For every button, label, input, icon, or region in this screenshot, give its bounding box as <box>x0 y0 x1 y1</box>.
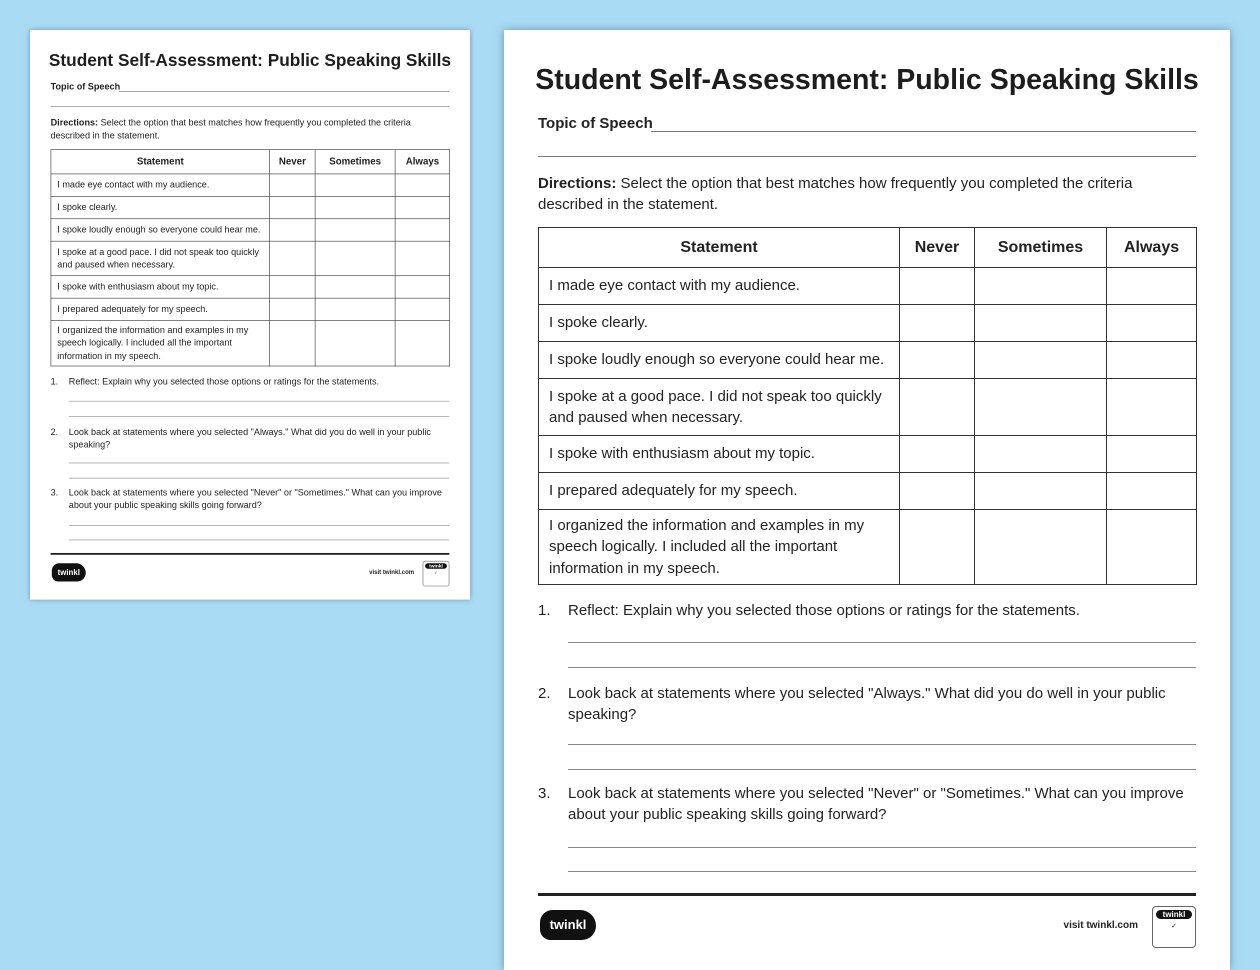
table-row <box>51 298 450 320</box>
sometimes-cell <box>315 276 395 298</box>
always-cell <box>1107 510 1197 585</box>
topic-label: Topic of Speech <box>538 115 653 132</box>
answer-line <box>568 847 1196 848</box>
always-cell <box>1107 379 1197 436</box>
never-cell <box>900 510 975 585</box>
always-cell <box>1107 268 1197 305</box>
table-row <box>539 342 1197 379</box>
question-text: Look back at statements where you selected "Never" or "Sometimes." What can you improve about your public speaking skills going forward? <box>68 487 442 511</box>
always-cell <box>1107 305 1197 342</box>
answer-line <box>69 416 450 417</box>
statement-cell: I spoke loudly enough so everyone could hear me. <box>539 342 900 379</box>
never-cell <box>270 241 315 276</box>
header-statement: Statement <box>51 150 270 174</box>
answer-line <box>69 463 450 464</box>
footer-divider <box>538 893 1196 896</box>
twinkl-logo: twinkl <box>540 910 596 940</box>
directions-label: Directions: <box>538 175 617 192</box>
answer-line <box>568 744 1196 745</box>
visit-link: visit twinkl.com <box>1063 920 1138 931</box>
assessment-table <box>51 149 450 366</box>
statement-cell: I organized the information and examples in my speech logically. I included all the important information in my speech. <box>539 510 900 585</box>
question-number: 1. <box>50 376 59 387</box>
visit-link: visit twinkl.com <box>369 569 415 577</box>
topic-label: Topic of Speech <box>50 81 121 92</box>
header-always: Always <box>395 150 449 174</box>
table-row <box>539 436 1197 473</box>
statement-cell: I spoke with enthusiasm about my topic. <box>51 276 270 298</box>
statement-cell: I organized the information and examples in my speech logically. I included all the important information in my speech. <box>51 321 270 366</box>
question-1 <box>538 600 1196 621</box>
topic-write-line-2 <box>51 106 450 107</box>
badge-label: twinkl <box>1156 910 1192 919</box>
worksheet-title: Student Self-Assessment: Public Speaking Skills <box>535 64 1199 96</box>
worksheet-preview-small <box>30 30 470 600</box>
answer-line <box>568 642 1196 643</box>
never-cell <box>900 473 975 510</box>
never-cell <box>270 276 315 298</box>
question-text: Look back at statements where you selected "Never" or "Sometimes." What can you improve about your public speaking skills going forward? <box>568 785 1184 823</box>
never-cell <box>270 174 315 196</box>
table-row <box>51 196 450 218</box>
question-3 <box>51 486 450 511</box>
question-number: 3. <box>538 785 551 802</box>
twinkl-logo: twinkl <box>52 563 86 581</box>
always-cell <box>395 196 449 218</box>
statement-cell: I spoke loudly enough so everyone could hear me. <box>51 219 270 241</box>
table-row <box>51 276 450 298</box>
table-row <box>51 241 450 276</box>
statement-cell: I spoke clearly. <box>539 305 900 342</box>
always-cell <box>395 276 449 298</box>
worksheet-preview-large <box>504 30 1230 970</box>
question-number: 2. <box>50 426 59 438</box>
statement-cell: I made eye contact with my audience. <box>51 174 270 196</box>
statement-cell: I made eye contact with my audience. <box>539 268 900 305</box>
never-cell <box>270 219 315 241</box>
never-cell <box>270 298 315 320</box>
never-cell <box>270 321 315 366</box>
directions-label: Directions: <box>50 117 99 129</box>
question-text: Look back at statements where you selected "Always." What did you do well in your public speaking? <box>568 685 1166 723</box>
answer-line <box>69 478 450 479</box>
table-row <box>539 379 1197 436</box>
worksheet-title: Student Self-Assessment: Public Speaking Skills <box>48 50 452 70</box>
always-cell <box>395 321 449 366</box>
sometimes-cell <box>315 219 395 241</box>
sometimes-cell <box>315 241 395 276</box>
question-2 <box>51 426 450 451</box>
directions-text: Select the option that best matches how frequently you completed the criteria described in the statement. <box>538 175 1133 213</box>
never-cell <box>900 305 975 342</box>
table-row <box>539 268 1197 305</box>
never-cell <box>900 342 975 379</box>
never-cell <box>900 268 975 305</box>
never-cell <box>900 379 975 436</box>
assessment-table <box>538 227 1197 585</box>
always-cell <box>1107 436 1197 473</box>
sometimes-cell <box>974 268 1106 305</box>
question-number: 1. <box>538 602 551 619</box>
statement-cell: I spoke clearly. <box>51 196 270 218</box>
question-1 <box>51 375 450 388</box>
sometimes-cell <box>974 305 1106 342</box>
quality-badge-icon: twinkl ✓ <box>423 561 450 586</box>
question-number: 3. <box>50 487 59 498</box>
header-never: Never <box>270 150 315 174</box>
answer-line <box>568 871 1196 872</box>
badge-label: twinkl <box>425 563 447 568</box>
topic-write-line <box>651 131 1196 132</box>
answer-line <box>69 401 450 402</box>
sometimes-cell <box>315 196 395 218</box>
directions <box>51 117 446 142</box>
table-row <box>539 305 1197 342</box>
sometimes-cell <box>974 436 1106 473</box>
quality-badge-icon: twinkl ✓ <box>1152 906 1196 948</box>
question-text: Look back at statements where you selected "Always." What did you do well in your public speaking? <box>68 426 431 450</box>
sometimes-cell <box>315 321 395 366</box>
question-2 <box>538 683 1196 725</box>
question-3 <box>538 783 1196 825</box>
table-header <box>539 228 1197 268</box>
always-cell <box>1107 473 1197 510</box>
statement-cell: I prepared adequately for my speech. <box>51 298 270 320</box>
topic-write-line <box>119 91 449 92</box>
table-row <box>51 321 450 366</box>
question-text: Reflect: Explain why you selected those options or ratings for the statements. <box>568 602 1080 619</box>
header-sometimes: Sometimes <box>315 150 395 174</box>
header-sometimes: Sometimes <box>974 228 1106 268</box>
header-statement: Statement <box>539 228 900 268</box>
sometimes-cell <box>315 298 395 320</box>
statement-cell: I spoke at a good pace. I did not speak too quickly and paused when necessary. <box>51 241 270 276</box>
always-cell <box>395 174 449 196</box>
table-row <box>51 219 450 241</box>
never-cell <box>270 196 315 218</box>
statement-cell: I spoke with enthusiasm about my topic. <box>539 436 900 473</box>
sometimes-cell <box>974 342 1106 379</box>
footer-divider <box>51 553 450 555</box>
always-cell <box>395 241 449 276</box>
sometimes-cell <box>974 510 1106 585</box>
table-header <box>51 150 450 174</box>
always-cell <box>1107 342 1197 379</box>
always-cell <box>395 298 449 320</box>
always-cell <box>395 219 449 241</box>
table-row <box>539 510 1197 585</box>
answer-line <box>69 540 450 541</box>
answer-line <box>69 525 450 526</box>
topic-write-line-2 <box>538 156 1196 157</box>
header-always: Always <box>1107 228 1197 268</box>
statement-cell: I prepared adequately for my speech. <box>539 473 900 510</box>
table-row <box>539 473 1197 510</box>
question-text: Reflect: Explain why you selected those options or ratings for the statements. <box>68 376 380 387</box>
header-never: Never <box>900 228 975 268</box>
table-row <box>51 174 450 196</box>
directions-text: Select the option that best matches how frequently you completed the criteria described in the statement. <box>50 117 411 141</box>
directions <box>538 173 1190 215</box>
sometimes-cell <box>974 379 1106 436</box>
answer-line <box>568 667 1196 668</box>
never-cell <box>900 436 975 473</box>
question-number: 2. <box>538 685 551 702</box>
sometimes-cell <box>315 174 395 196</box>
answer-line <box>568 769 1196 770</box>
sometimes-cell <box>974 473 1106 510</box>
statement-cell: I spoke at a good pace. I did not speak too quickly and paused when necessary. <box>539 379 900 436</box>
